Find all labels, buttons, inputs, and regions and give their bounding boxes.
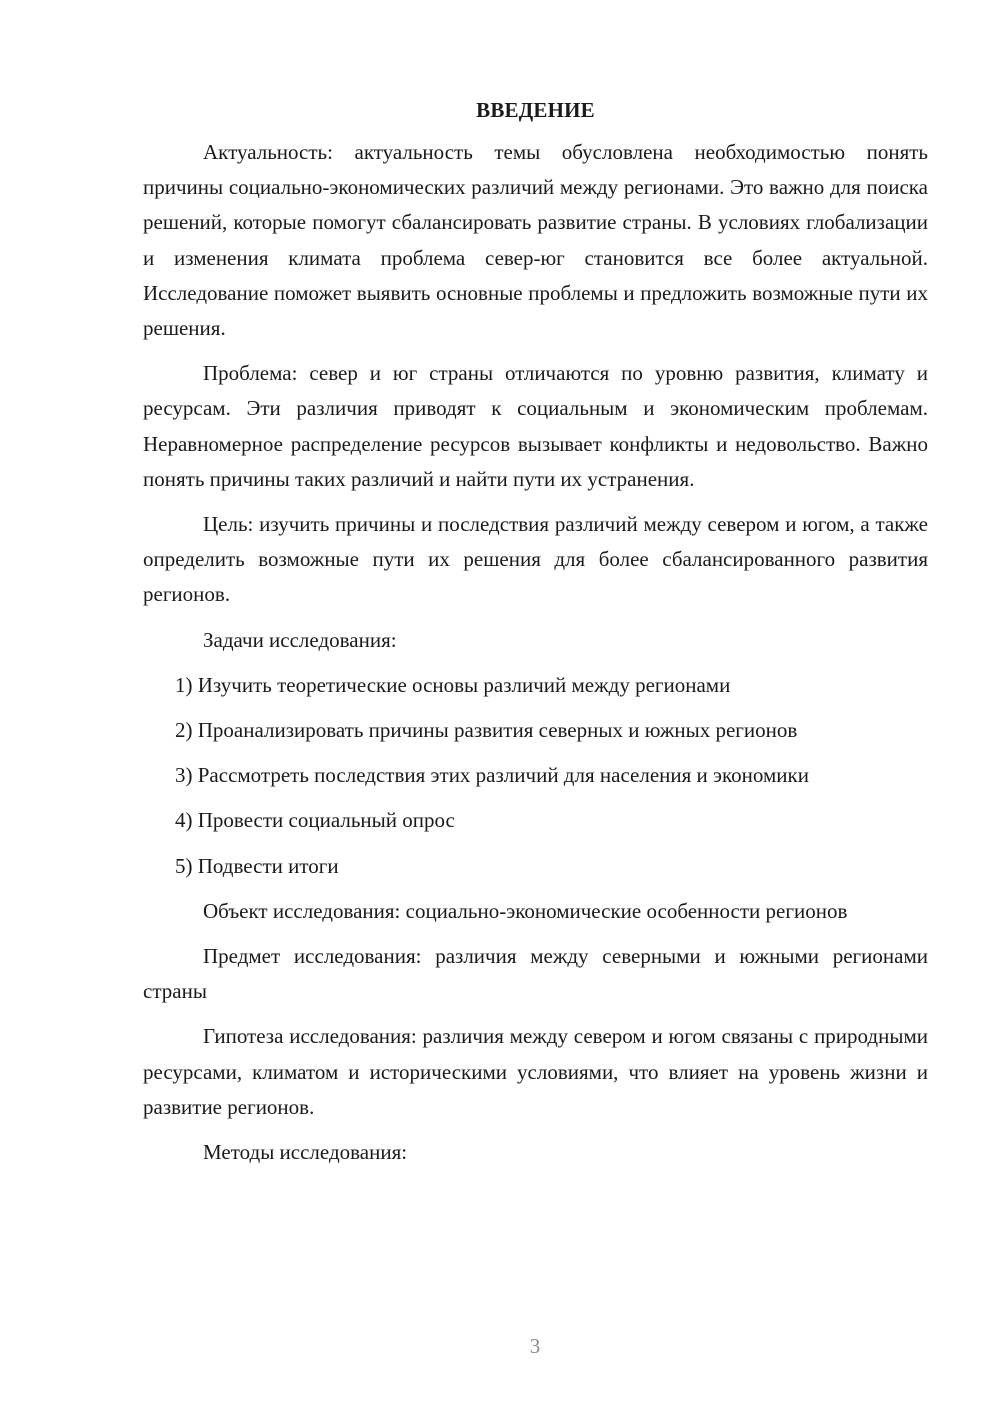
paragraph-object: Объект исследования: социально-экономические особенности регионов xyxy=(203,898,848,923)
tasks-heading: Задачи исследования: xyxy=(203,627,397,652)
section-title: ВВЕДЕНИЕ xyxy=(476,98,595,122)
task-item: 4) Провести социальный опрос xyxy=(175,808,455,833)
task-item: 3) Рассмотреть последствия этих различий для населения и экономики xyxy=(175,763,809,788)
page-content xyxy=(143,94,928,1180)
paragraph-goal: Цель: изучить причины и последствия различий между севером и югом, а также определить возможные пути их решения для более сбалансированного развития регионов. xyxy=(143,512,928,607)
paragraph-problem: Проблема: север и юг страны отличаются по уровню развития, климату и ресурсам. Эти различия приводят к социальным и экономическим проблемам. Неравномерное распределение ресурсов вызывает конфликты и недовольство. Важно понять причины таких различий и найти пути их устранения. xyxy=(143,361,928,491)
paragraph-hypothesis: Гипотеза исследования: различия между севером и югом связаны с природными ресурсами, климатом и историческими условиями, что влияет на уровень жизни и развитие регионов. xyxy=(143,1024,928,1119)
methods-heading: Методы исследования: xyxy=(203,1140,408,1165)
tasks-list xyxy=(143,668,928,884)
paragraph-subject: Предмет исследования: различия между северными и южными регионами страны xyxy=(143,944,928,1004)
task-item: 1) Изучить теоретические основы различий между регионами xyxy=(175,672,731,697)
task-item: 5) Подвести итоги xyxy=(175,853,339,878)
paragraph-relevance: Актуальность: актуальность темы обусловлена необходимостью понять причины социально-экономических различий между регионами. Это важно для поиска решений, которые помогут сбалансировать развитие страны. В условиях глобализации и изменения климата проблема север-юг становится все более актуальной. Исследование поможет выявить основные проблемы и предложить возможные пути их решения. xyxy=(143,140,928,341)
page-number: 3 xyxy=(529,1334,541,1358)
task-item: 2) Проанализировать причины развития северных и южных регионов xyxy=(175,718,798,743)
